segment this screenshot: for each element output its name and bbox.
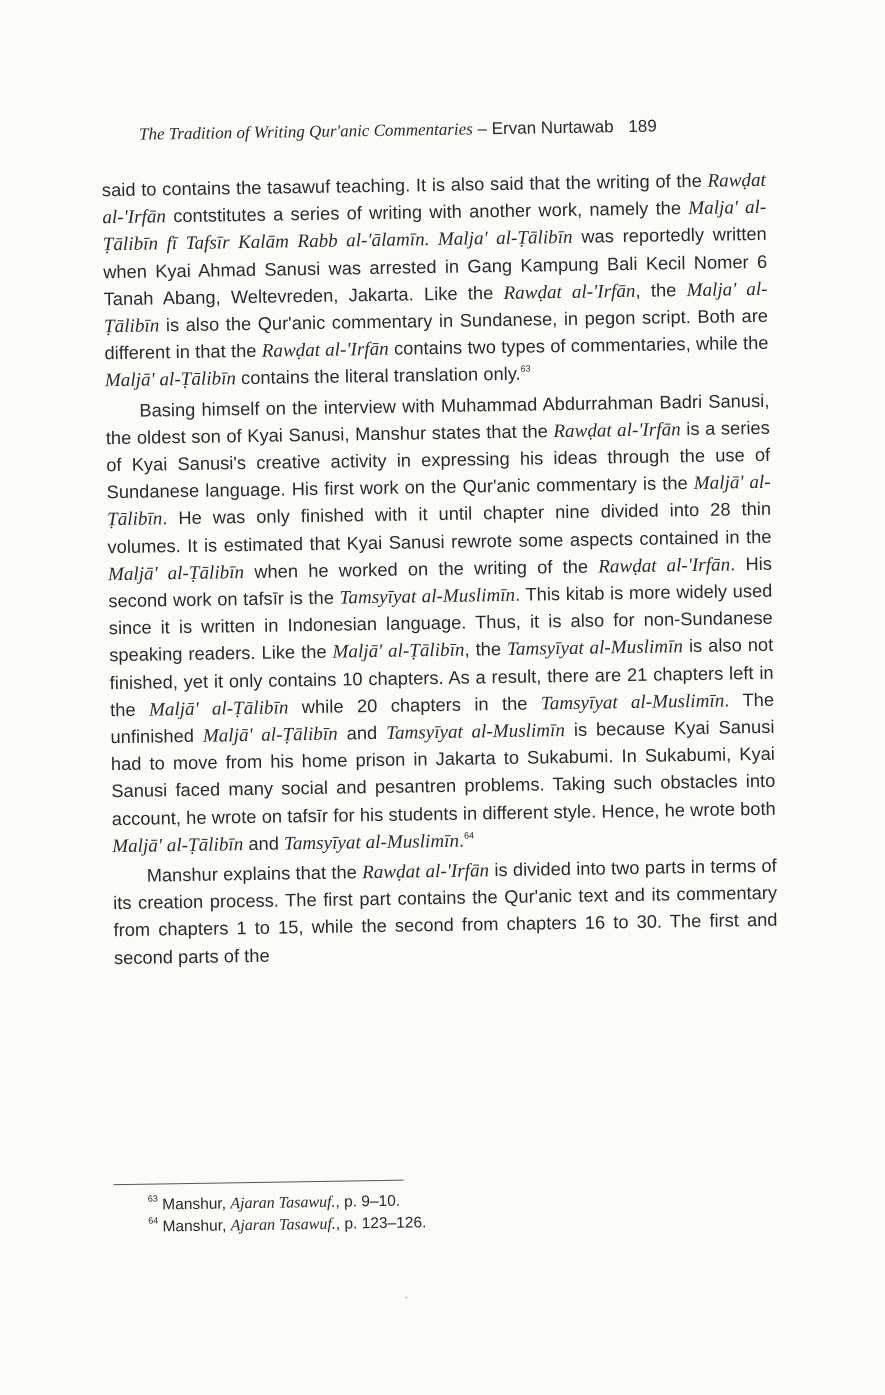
text-run: . bbox=[458, 830, 465, 851]
italic-title: Tamsyīyat al-Muslimīn bbox=[339, 584, 516, 609]
text-run: contstitutes a series of writing with another work, namely the bbox=[165, 198, 689, 227]
italic-title: Maljā' al-Ṭālibīn bbox=[148, 697, 289, 721]
footnote-title: Ajaran Tasawuf. bbox=[230, 1193, 336, 1213]
text-run: contains the literal translation only. bbox=[235, 364, 521, 389]
italic-title: Tamsyīyat al-Muslimīn bbox=[283, 830, 460, 855]
text-run: Basing himself on the interview with Muhammad Abdurrahman Badri Sanusi, the oldest son of Kyai Sanusi, Manshur states that the bbox=[105, 390, 770, 449]
footnote-ref: 63 bbox=[520, 363, 531, 375]
text-run: and bbox=[243, 833, 285, 854]
paragraph-1 bbox=[102, 167, 769, 395]
text-run: , the bbox=[464, 639, 508, 661]
italic-title: Tamsyīyat al-Muslimīn bbox=[506, 636, 684, 661]
italic-title: Rawḍat al-'Irfān bbox=[503, 280, 636, 304]
text-run: is also not finished, yet it only contains 10 chapters. As a result, there are 21 chapters left in the bbox=[109, 635, 774, 721]
footnote-author: Manshur, bbox=[162, 1195, 231, 1214]
italic-title: Malja' al-Ṭālibīn bbox=[103, 278, 768, 338]
journal-title: The Tradition of Writing Qur'anic Commentaries bbox=[138, 119, 473, 144]
page-number: 189 bbox=[628, 116, 657, 136]
header-separator: – bbox=[477, 119, 488, 139]
paragraph-3 bbox=[113, 853, 779, 972]
footnote-pages: , p. 123–126. bbox=[335, 1214, 427, 1233]
italic-title: Maljā' al-Ṭālibīn bbox=[112, 833, 244, 858]
italic-title: Rawḍat al-'Irfān bbox=[261, 338, 389, 362]
text-run: is also the Qur'anic commentary in Sundanese, in pegon script. Both are different in that the bbox=[104, 305, 769, 364]
text-run: contains two types of commentaries, while the bbox=[388, 333, 769, 359]
italic-title: Malja' al-Ṭālibīn fī Tafsīr Kalām Rabb al-'ālamīn. Malja' al-Ṭālibīn bbox=[102, 197, 767, 256]
text-run: . He was only finished with it until chapter nine divided into 28 thin volumes. It is estimated that Kyai Sanusi rewrote some aspects contained in the bbox=[107, 499, 772, 557]
text-run: . This kitab is more widely used since it is written in Indonesian language. Thus, it is also for non-Sundanese speaking readers. Like the bbox=[108, 580, 773, 666]
italic-title: Tamsyīyat al-Muslimīn bbox=[540, 690, 725, 715]
text-run: said to contains the tasawuf teaching. It is also said that the writing of the bbox=[101, 170, 708, 201]
italic-title: Maljā' al-Ṭālibīn bbox=[202, 723, 338, 747]
italic-title: Maljā' al-Ṭālibīn bbox=[106, 472, 771, 531]
text-run: is divided into two parts in terms of its creation process. The first part contains the Qur'anic text and its commentary from chapters 1 to 15, while the second from chapters 16 to 30. The first and second parts of the bbox=[112, 855, 778, 968]
footnote-divider bbox=[114, 1180, 404, 1186]
text-run: while 20 chapters in the bbox=[288, 693, 542, 718]
italic-title: Maljā' al-Ṭālibīn bbox=[107, 561, 245, 586]
body-text bbox=[102, 167, 778, 972]
print-speck bbox=[405, 1297, 407, 1299]
footnotes bbox=[148, 1187, 649, 1239]
text-run: . The unfinished bbox=[110, 689, 775, 748]
italic-title: Rawḍat al-'Irfān bbox=[553, 419, 681, 443]
footnote-author: Manshur, bbox=[162, 1217, 231, 1236]
italic-title: Rawḍat al-'Irfān bbox=[361, 860, 490, 884]
text-run: was reportedly written when Kyai Ahmad Sanusi was arrested in Gang Kampung Bali Kecil Nomer 6 Tanah Abang, Weltevreden, Jakarta. Like the bbox=[103, 224, 768, 310]
footnote-number: 63 bbox=[147, 1193, 158, 1204]
text-run: , the bbox=[635, 279, 687, 301]
italic-title: Maljā' al-Ṭālibīn bbox=[332, 640, 465, 664]
footnote-pages: , p. 9–10. bbox=[335, 1192, 401, 1211]
italic-title: Rawḍat al-'Irfān bbox=[598, 554, 731, 578]
italic-title: Tamsyīyat al-Muslimīn bbox=[385, 720, 566, 744]
text-run: Manshur explains that the bbox=[146, 862, 363, 886]
paragraph-2 bbox=[105, 387, 776, 860]
author-name: Ervan Nurtawab bbox=[491, 117, 614, 139]
footnote-ref: 64 bbox=[463, 830, 475, 841]
italic-title: Rawḍat al-'Irfān bbox=[102, 169, 767, 229]
running-header bbox=[139, 113, 764, 147]
text-run: is because Kyai Sanusi had to move from his home prison in Jakarta to Sukabumi. In Sukabumi, Kyai Sanusi faced many social and pesantren problems. Taking such obstacles into account, he wrote on tafsīr for his students in different style. Hence, he wrote both bbox=[110, 716, 776, 829]
text-run: is a series of Kyai Sanusi's creative activity in expressing his ideas through the use of Sundanese language. His first work on the Qur'anic commentary is the bbox=[106, 417, 771, 503]
text-run: . His second work on tafsīr is the bbox=[108, 553, 773, 612]
text-run: and bbox=[337, 722, 387, 744]
text-run: when he worked on the writing of the bbox=[243, 556, 599, 582]
italic-title: Maljā' al-Ṭālibīn bbox=[104, 368, 237, 392]
footnote-number: 64 bbox=[148, 1215, 159, 1226]
footnote-title: Ajaran Tasawuf. bbox=[230, 1215, 336, 1235]
